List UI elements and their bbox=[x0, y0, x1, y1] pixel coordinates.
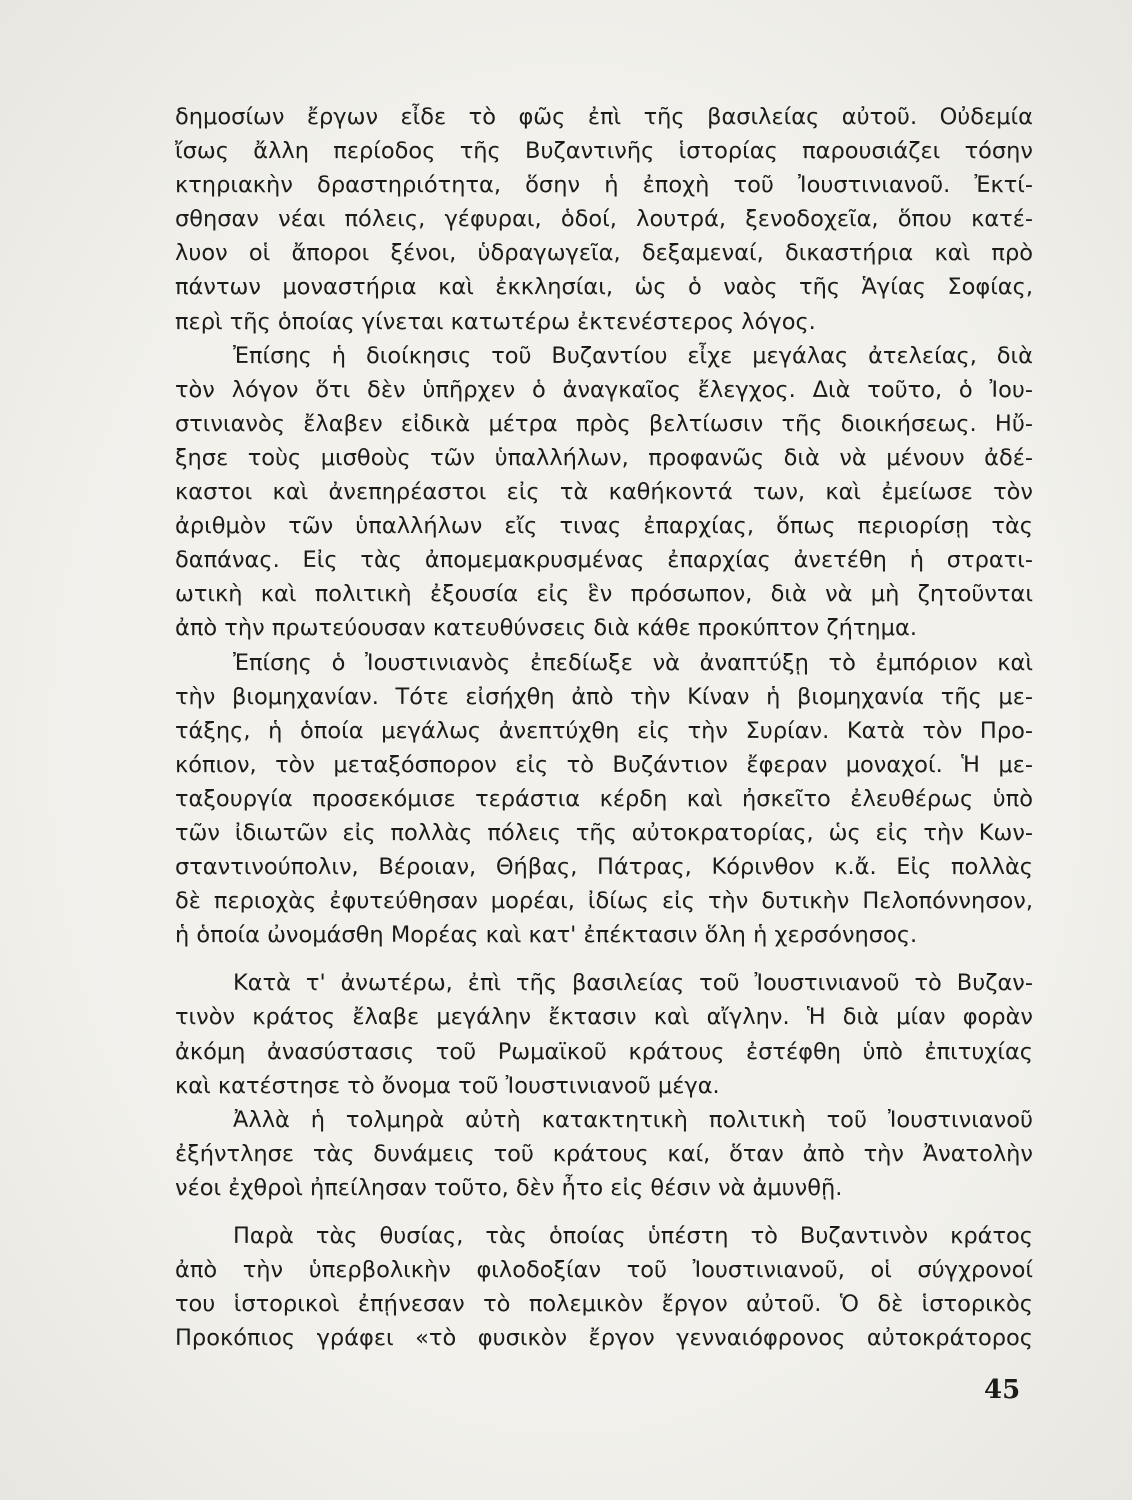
text-line: ἀκόμη ἀνασύστασις τοῦ Ρωμαϊκοῦ κράτους ἐστέφθη ὑπὸ ἐπιτυχίας bbox=[175, 1038, 1033, 1065]
text-line: σταντινούπολιν, Βέροιαν, Θήβας, Πάτρας, Κόρινθον κ.ἄ. Εἰς πολλὰς bbox=[175, 854, 1033, 881]
paragraph bbox=[175, 1219, 1033, 1355]
text-line: Ἐπίσης ὁ Ἰουστινιανὸς ἐπεδίωξε νὰ ἀναπτύξῃ τὸ ἐμπόριον καὶ bbox=[233, 649, 1033, 676]
text-line: τὴν βιομηχανίαν. Τότε εἰσήχθη ἀπὸ τὴν Κίναν ἡ βιομηχανία τῆς με- bbox=[175, 683, 1033, 710]
text-line: ἀπὸ τὴν ὑπερβολικὴν φιλοδοξίαν τοῦ Ἰουστινιανοῦ, οἱ σύγχρονοί bbox=[175, 1257, 1033, 1284]
text-line: καστοι καὶ ἀνεπηρέαστοι εἰς τὰ καθήκοντά των, καὶ ἐμείωσε τὸν bbox=[175, 479, 1033, 506]
text-line: Ἀλλὰ ἡ τολμηρὰ αὐτὴ κατακτητικὴ πολιτικὴ τοῦ Ἰουστινιανοῦ bbox=[233, 1106, 1033, 1133]
paragraph bbox=[175, 339, 1033, 646]
text-line: καὶ κατέστησε τὸ ὄνομα τοῦ Ἰουστινιανοῦ μέγα. bbox=[175, 1072, 720, 1099]
text-line: νέοι ἐχθροὶ ἠπείλησαν τοῦτο, δὲν ἦτο εἰς θέσιν νὰ ἀμυνθῇ. bbox=[175, 1174, 843, 1201]
text-line: λυον οἱ ἄποροι ξένοι, ὑδραγωγεῖα, δεξαμεναί, δικαστήρια καὶ πρὸ bbox=[175, 240, 1033, 267]
text-line: κόπιον, τὸν μεταξόσπορον εἰς τὸ Βυζάντιον ἔφεραν μοναχοί. Ἡ με- bbox=[175, 751, 1033, 778]
text-line: ἀπὸ τὴν πρωτεύουσαν κατευθύνσεις διὰ κάθε προκύπτον ζήτημα. bbox=[175, 615, 917, 642]
text-line: τῶν ἰδιωτῶν εἰς πολλὰς πόλεις τῆς αὐτοκρατορίας, ὡς εἰς τὴν Κων- bbox=[175, 819, 1033, 846]
paragraph bbox=[175, 966, 1033, 1102]
paragraph bbox=[175, 100, 1033, 339]
text-line: ἡ ὁποία ὠνομάσθη Μορέας καὶ κατ' ἐπέκτασιν ὅλη ἡ χερσόνησος. bbox=[175, 922, 918, 949]
text-line: στινιανὸς ἔλαβεν εἰδικὰ μέτρα πρὸς βελτίωσιν τῆς διοικήσεως. Ηὔ- bbox=[175, 410, 1033, 437]
text-line: δημοσίων ἔργων εἶδε τὸ φῶς ἐπὶ τῆς βασιλείας αὐτοῦ. Οὐδεμία bbox=[175, 104, 1033, 130]
text-line: Κατὰ τ' ἀνωτέρω, ἐπὶ τῆς βασιλείας τοῦ Ἰουστινιανοῦ τὸ Βυζαν- bbox=[233, 970, 1033, 997]
text-line: δὲ περιοχὰς ἐφυτεύθησαν μορέαι, ἰδίως εἰς τὴν δυτικὴν Πελοπόννησον, bbox=[175, 888, 1033, 915]
text-line: ἀριθμὸν τῶν ὑπαλλήλων εἴς τινας ἐπαρχίας, ὅπως περιορίσῃ τὰς bbox=[175, 513, 1033, 540]
text-line: ωτικὴ καὶ πολιτικὴ ἐξουσία εἰς ἓν πρόσωπον, διὰ νὰ μὴ ζητοῦνται bbox=[175, 581, 1033, 608]
text-line: τινὸν κράτος ἔλαβε μεγάλην ἔκτασιν καὶ αἴγλην. Ἡ διὰ μίαν φορὰν bbox=[175, 1004, 1033, 1031]
text-line: ἴσως ἄλλη περίοδος τῆς Βυζαντινῆς ἱστορίας παρουσιάζει τόσην bbox=[175, 138, 1033, 165]
text-line: κτηριακὴν δραστηριότητα, ὅσην ἡ ἐποχὴ τοῦ Ἰουστινιανοῦ. Ἐκτί- bbox=[175, 172, 1033, 199]
text-line: περὶ τῆς ὁποίας γίνεται κατωτέρω ἐκτενέστερος λόγος. bbox=[175, 308, 816, 335]
paragraph-gap bbox=[175, 1205, 1033, 1219]
text-line: σθησαν νέαι πόλεις, γέφυραι, ὁδοί, λουτρά, ξενοδοχεῖα, ὅπου κατέ- bbox=[175, 206, 1033, 233]
text-line: τὸν λόγον ὅτι δὲν ὑπῆρχεν ὁ ἀναγκαῖος ἔλεγχος. Διὰ τοῦτο, ὁ Ἰου- bbox=[175, 376, 1033, 403]
text-line: τάξης, ἡ ὁποία μεγάλως ἀνεπτύχθη εἰς τὴν Συρίαν. Κατὰ τὸν Προ- bbox=[175, 717, 1033, 744]
text-line: δαπάνας. Εἰς τὰς ἀπομεμακρυσμένας ἐπαρχίας ἀνετέθη ἡ στρατι- bbox=[175, 547, 1033, 574]
paragraph bbox=[175, 646, 1033, 953]
text-line: Προκόπιος γράφει «τὸ φυσικὸν ἔργον γενναιόφρονος αὐτοκράτορος bbox=[175, 1325, 1033, 1352]
text-line: Ἐπίσης ἡ διοίκησις τοῦ Βυζαντίου εἶχε μεγάλας ἀτελείας, διὰ bbox=[233, 342, 1033, 369]
text-line: ταξουργία προσεκόμισε τεράστια κέρδη καὶ ἠσκεῖτο ἐλευθέρως ὑπὸ bbox=[175, 785, 1033, 812]
page-number: 45 bbox=[984, 1375, 1021, 1405]
text-line: Παρὰ τὰς θυσίας, τὰς ὁποίας ὑπέστη τὸ Βυζαντινὸν κράτος bbox=[233, 1223, 1033, 1249]
body-text bbox=[175, 100, 1033, 1355]
text-line: πάντων μοναστήρια καὶ ἐκκλησίαι, ὡς ὁ ναὸς τῆς Ἁγίας Σοφίας, bbox=[175, 274, 1033, 301]
text-line: του ἱστορικοὶ ἐπῄνεσαν τὸ πολεμικὸν ἔργον αὐτοῦ. Ὁ δὲ ἱστορικὸς bbox=[175, 1291, 1033, 1318]
text-line: ξησε τοὺς μισθοὺς τῶν ὑπαλλήλων, προφανῶς διὰ νὰ μένουν ἀδέ- bbox=[175, 444, 1033, 471]
text-line: ἐξήντλησε τὰς δυνάμεις τοῦ κράτους καί, ὅταν ἀπὸ τὴν Ἀνατολὴν bbox=[175, 1140, 1033, 1167]
paragraph-gap bbox=[175, 952, 1033, 966]
paragraph bbox=[175, 1103, 1033, 1205]
